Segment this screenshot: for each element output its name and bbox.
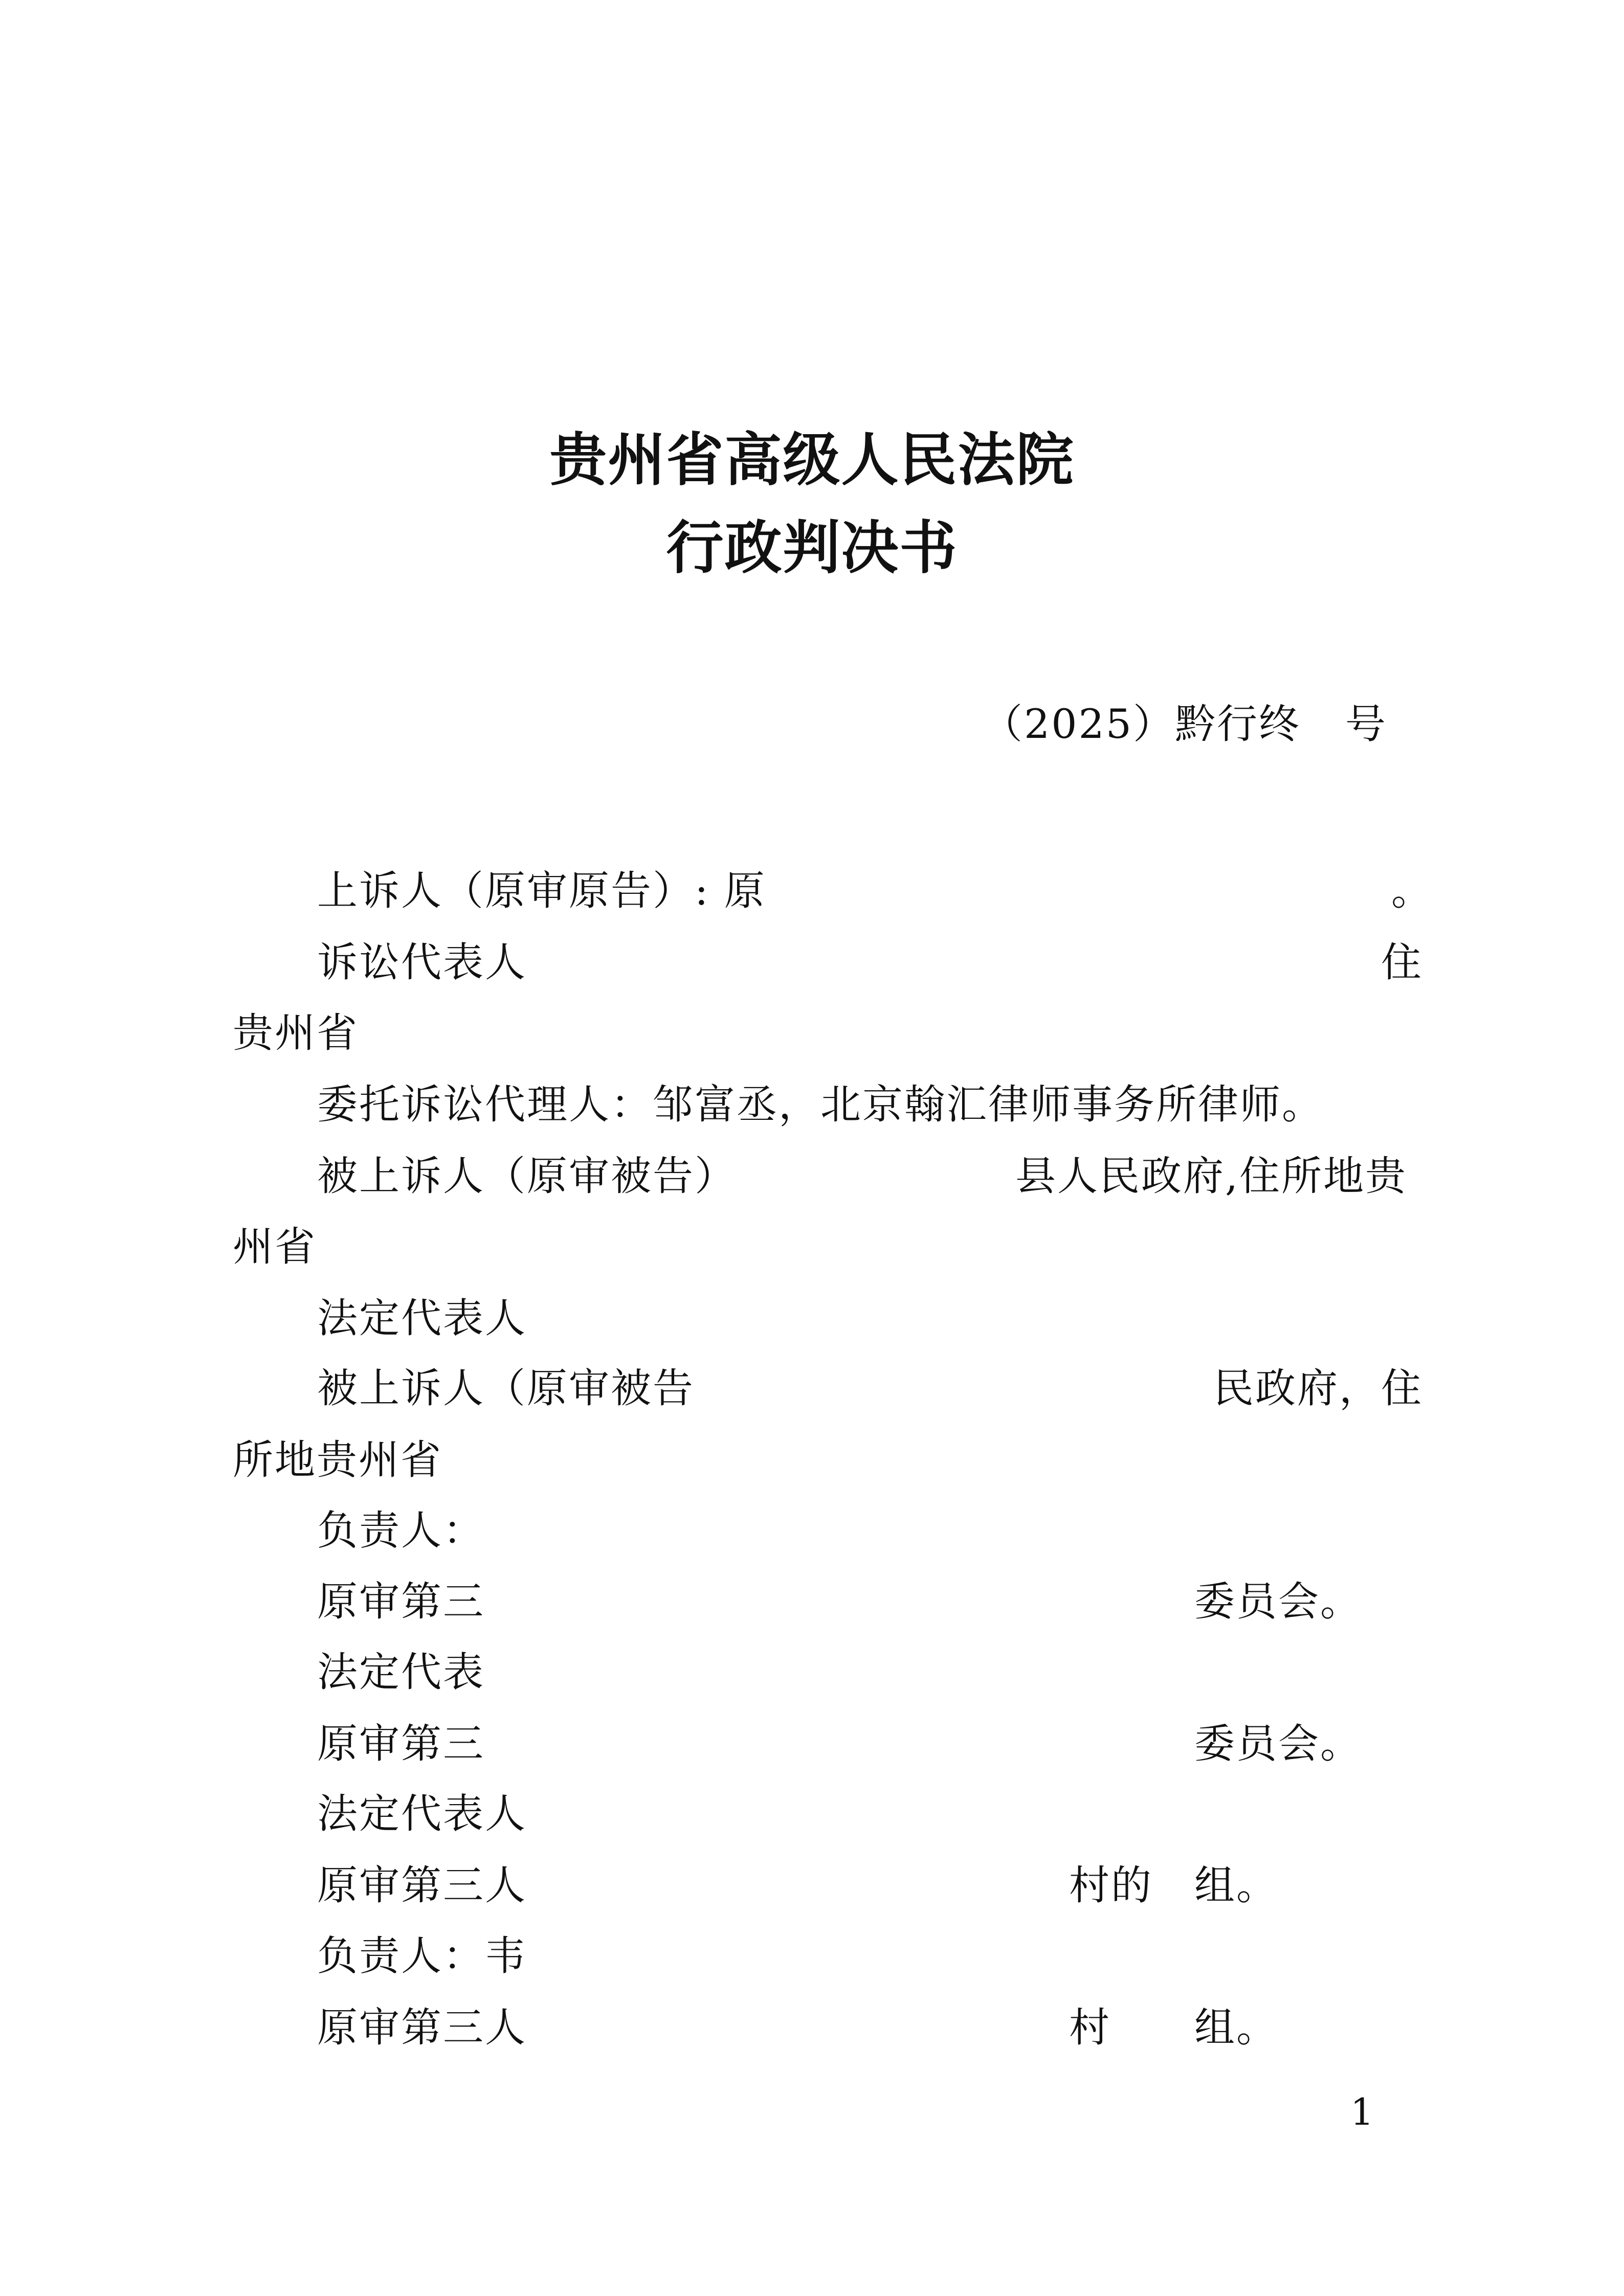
- party-appellee-2-cont: 所地贵州省: [233, 1436, 442, 1483]
- party-litigation-rep-cont: 贵州省: [233, 1009, 359, 1056]
- document-type-heading: 行政判决书: [666, 514, 958, 581]
- party-litigation-rep: 诉讼代表人: [317, 939, 527, 986]
- party-third-party-2: 原审第三: [317, 1720, 485, 1767]
- party-third-party-2-legal-rep: 法定代表人: [317, 1790, 527, 1837]
- party-appellant: 上诉人（原审原告）: 原: [317, 867, 766, 914]
- party-third-party-3-end: 组。: [1194, 1862, 1278, 1909]
- party-third-party-3: 原审第三人: [317, 1862, 527, 1909]
- party-third-party-2-end: 委员会。: [1194, 1720, 1362, 1767]
- party-appellee-1-end: 县人民政府,住所地贵: [1015, 1153, 1408, 1200]
- party-appellee-2-head: 负责人：: [317, 1507, 485, 1554]
- party-third-party-3-head: 负责人：韦: [317, 1932, 527, 1979]
- party-third-party-1-end: 委员会。: [1194, 1578, 1362, 1625]
- party-appellee-2-end: 民政府，住: [1213, 1365, 1423, 1412]
- party-appellee-1: 被上诉人（原审被告）: [317, 1153, 737, 1200]
- case-number: （2025）黔行终: [982, 701, 1301, 748]
- party-third-party-1: 原审第三: [317, 1578, 485, 1625]
- party-agent: 委托诉讼代理人：邹富丞，北京翰汇律师事务所律师。: [317, 1081, 1324, 1128]
- party-third-party-4-end: 组。: [1194, 2004, 1278, 2051]
- case-number-suffix: 号: [1345, 701, 1387, 748]
- party-third-party-1-legal-rep: 法定代表: [317, 1649, 485, 1696]
- party-third-party-4: 原审第三人: [317, 2004, 527, 2051]
- page-number: 1: [1350, 2090, 1374, 2133]
- party-appellee-1-cont: 州省: [233, 1223, 317, 1270]
- party-appellee-1-legal-rep: 法定代表人: [317, 1295, 527, 1342]
- court-name-heading: 贵州省高级人民法院: [549, 426, 1075, 493]
- party-third-party-4-mid: 村: [1069, 2004, 1111, 2051]
- party-appellee-2: 被上诉人（原审被告: [317, 1365, 695, 1412]
- party-litigation-rep-end: 住: [1381, 939, 1423, 986]
- party-third-party-3-mid: 村的: [1069, 1862, 1153, 1909]
- party-appellant-end: 。: [1391, 867, 1433, 914]
